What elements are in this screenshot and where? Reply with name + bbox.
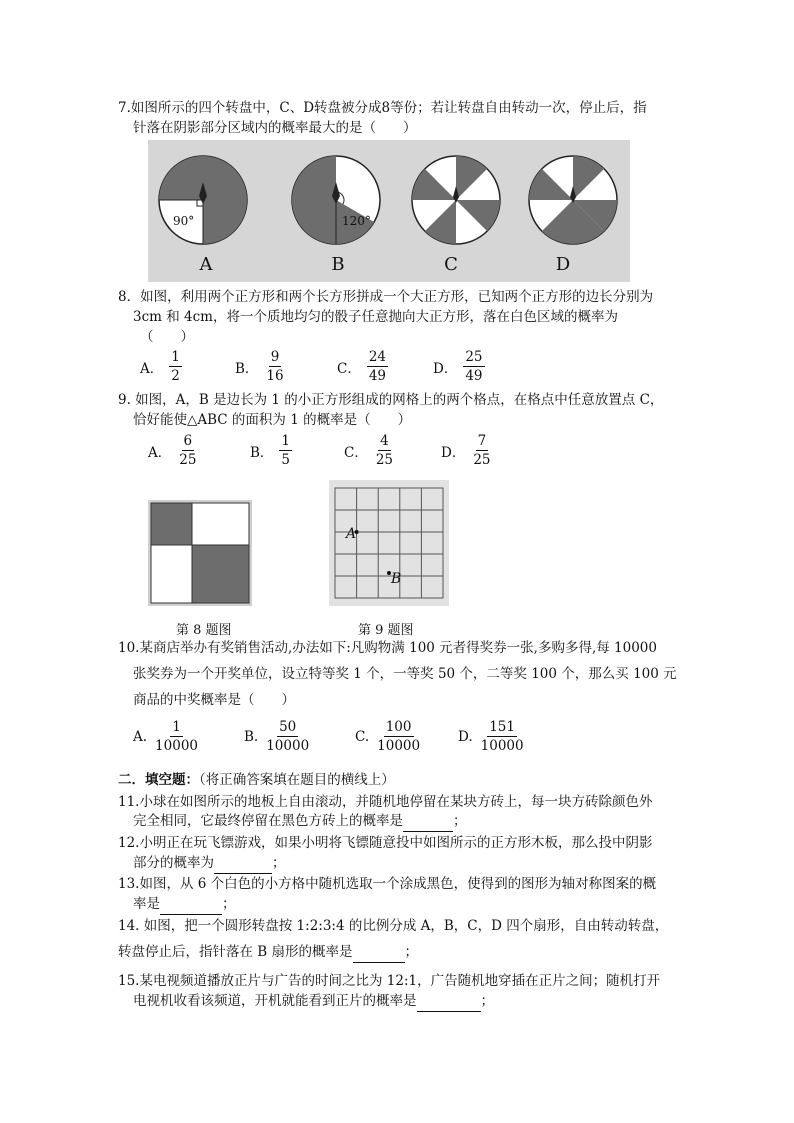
q8-line1: 8．如图，利用两个正方形和两个长方形拼成一个大正方形，已知两个正方形的边长分别为 (118, 289, 654, 305)
q11-line2: 完全相同，它最终停留在黑色方砖上的概率是 ； (133, 811, 467, 832)
section-2-heading: 二．填空题：（将正确答案填在题目的横线上） (118, 772, 395, 788)
q9-grid-figure (329, 480, 449, 606)
angle-b-label: 120° (342, 214, 371, 228)
q10-line1: 10.某商店举办有奖销售活动,办法如下:凡购物满 100 元者得奖券一张,多购多得,每 10000 (118, 640, 657, 656)
q12-answer-blank[interactable] (214, 853, 272, 874)
q8-option-b[interactable]: B． $\frac{9}{16}$ (235, 349, 284, 384)
q15-line1: 15.某电视频道播放正片与广告的时间之比为 12:1，广告随机地穿插在正片之间；随机打开 (118, 973, 661, 989)
q13-answer-blank[interactable] (160, 894, 222, 915)
small-square (151, 503, 192, 545)
q13-line2: 率是 ； (133, 894, 236, 915)
q14-line1: 14. 如图，把一个圆形转盘按 1:2:3:4 的比例分成 A，B，C，D 四个扇形，自由转动转盘， (118, 918, 669, 934)
q10-option-c[interactable]: C. $\frac{100}{10000}$ (355, 719, 421, 754)
q10-line3: 商品的中奖概率是（ ） (133, 692, 295, 708)
q14-answer-blank[interactable] (353, 942, 405, 963)
q10-line2: 张奖券为一个开奖单位，设立特等奖 1 个，一等奖 50 个，二等奖 100 个，那么买 100 元 (133, 666, 677, 682)
q8-line2: 3cm 和 4cm，将一个质地均匀的骰子任意抛向大正方形，落在白色区域的概率为 (133, 309, 618, 325)
q7-line1: 7.如图所示的四个转盘中，C、D转盘被分成8等份；若让转盘自由转动一次，停止后，指 (118, 100, 647, 116)
q12-line2: 部分的概率为 ； (133, 853, 286, 874)
spinner-label-b: B (331, 254, 345, 275)
q15-line2: 电视机收看该频道，开机就能看到正片的概率是 ； (133, 991, 494, 1012)
q12-line1: 12.小明正在玩飞镖游戏，如果小明将飞镖随意投中如图所示的正方形木板，那么投中阴影 (118, 835, 653, 851)
spinner-label-d: D (555, 254, 571, 275)
q11-line1: 11.小球在如图所示的地板上自由滚动，并随机地停留在某块方砖上，每一块方砖除颜色外 (118, 794, 653, 810)
spinner-label-c: C (444, 254, 458, 275)
q9-option-a[interactable]: A． $\frac{6}{25}$ (148, 433, 197, 468)
q9-option-d[interactable]: D． $\frac{7}{25}$ (441, 433, 491, 468)
point-b-label: B (391, 571, 402, 587)
q8-line3: （ ） (140, 329, 194, 345)
q10-option-b[interactable]: B. $\frac{50}{10000}$ (244, 719, 310, 754)
q9-option-b[interactable]: B． $\frac{1}{5}$ (250, 433, 291, 468)
q8-square-figure (148, 500, 252, 606)
rectangle-top (192, 503, 249, 545)
q15-answer-blank[interactable] (417, 991, 481, 1012)
q8-option-d[interactable]: D． $\frac{25}{49}$ (433, 349, 483, 384)
spinner-b (292, 156, 380, 244)
q8-caption: 第 8 题图 (176, 623, 232, 638)
point-a-label: A (346, 526, 357, 542)
q8-option-c[interactable]: C． $\frac{24}{49}$ (337, 349, 387, 384)
angle-a-label: 90° (173, 214, 195, 228)
q9-line2: 恰好能使△ABC 的面积为 1 的概率是（ ） (133, 412, 412, 428)
spinner-c (412, 156, 500, 244)
rectangle-left (151, 545, 192, 603)
q11-answer-blank[interactable] (403, 811, 453, 832)
spinner-d (529, 156, 617, 244)
q8-option-a[interactable]: A． $\frac{1}{2}$ (140, 349, 180, 384)
spinner-label-a: A (199, 254, 213, 275)
q9-caption: 第 9 题图 (358, 623, 414, 638)
q10-option-d[interactable]: D. $\frac{151}{10000}$ (458, 719, 524, 754)
q10-option-a[interactable]: A. $\frac{1}{10000}$ (133, 719, 198, 754)
large-square (192, 545, 249, 603)
q14-line2: 转盘停止后，指针落在 B 扇形的概率是 ； (118, 942, 418, 963)
q9-option-c[interactable]: C． $\frac{4}{25}$ (344, 433, 394, 468)
q9-line1: 9. 如图，A，B 是边长为 1 的小正方形组成的网格上的两个格点，在格点中任意放置点 C， (118, 392, 664, 408)
spinner-figure (148, 140, 630, 282)
q13-line1: 13.如图，从 6 个白色的小方格中随机选取一个涂成黑色，使得到的图形为轴对称图案的概 (118, 876, 657, 892)
spinner-a (159, 156, 247, 244)
q7-line2: 针落在阴影部分区域内的概率最大的是（ ） (133, 120, 417, 136)
